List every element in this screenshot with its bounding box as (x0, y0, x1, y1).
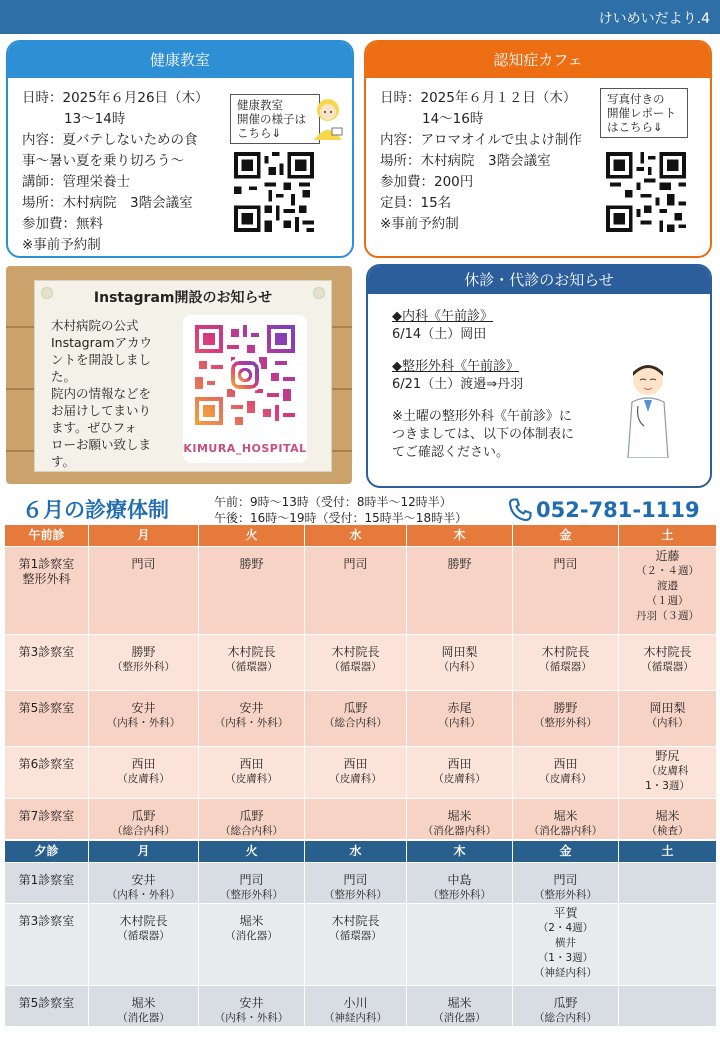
schedule-cell: 安井 （内科・外科） (199, 691, 305, 747)
phone-number[interactable]: 052-781-1119 (536, 498, 700, 522)
day-header: 火 (199, 841, 305, 863)
schedule-cell (305, 799, 407, 840)
instagram-body: 木村病院の公式 Instagramアカウ ントを開設しまし た。 院内の情報などを お届けしてまいり ます。ぜひフォ ローお願い致しま す。 (51, 318, 152, 469)
schedule-cell: 瓜野 （総合内科） (89, 799, 199, 840)
doctor-illustration-icon (620, 358, 676, 458)
schedule-cell: 小川 （神経内科） (305, 986, 407, 1027)
schedule-cell: 西田 （皮膚科） (305, 747, 407, 799)
schedule-cell: 堀米 （消化器） (407, 986, 513, 1027)
health-class-line: 場所：木村病院 3階会議室 (22, 195, 193, 211)
morning-schedule-table (4, 524, 717, 840)
day-header: 水 (305, 525, 407, 547)
closure-item-body: 6/21（土）渡邉⇒丹羽 (392, 377, 524, 392)
day-header: 土 (619, 525, 717, 547)
schedule-cell: 堀米 （消化器内科） (407, 799, 513, 840)
health-class-title: 健康教室 (8, 42, 352, 78)
schedule-cell: 西田 （皮膚科） (407, 747, 513, 799)
schedule-cell: 堀米 （消化器） (89, 986, 199, 1027)
health-class-qr-code[interactable] (234, 152, 314, 232)
health-class-line: 講師：管理栄養士 (22, 174, 130, 190)
schedule-cell: 堀米 （検査） (619, 799, 717, 840)
schedule-cell: 木村院長 （循環器） (89, 904, 199, 986)
schedule-cell: 木村院長 （循環器） (305, 904, 407, 986)
closure-item-head: ◆整形外科《午前診》 (392, 359, 519, 374)
schedule-cell: 門司 (89, 547, 199, 635)
schedule-cell: 門司 (305, 547, 407, 635)
cafe-line: 参加費：200円 (380, 174, 474, 190)
health-class-line: 事～暑い夏を乗り切ろう～ (22, 153, 184, 169)
day-header: 木 (407, 525, 513, 547)
cafe-line: 日時：2025年６月１２日（木） (380, 90, 577, 106)
table-row (5, 747, 717, 799)
schedule-cell: 平賀 （2・4週） 横井 （1・3週） （神経内科） (513, 904, 619, 986)
room-label: 第1診察室 (5, 863, 89, 904)
room-label: 第3診察室 (5, 635, 89, 691)
cafe-line: 内容：アロマオイルで虫よけ制作 (380, 132, 582, 148)
schedule-cell: 勝野 （整形外科） (89, 635, 199, 691)
health-class-card (6, 40, 354, 258)
table-row (5, 799, 717, 840)
header-bar (0, 0, 720, 34)
room-label: 第5診察室 (5, 986, 89, 1027)
closure-footnote: ※土曜の整形外科《午前診》に つきましては、以下の体制表に てご確認ください。 (392, 409, 575, 460)
cafe-line: 定員：15名 (380, 195, 452, 211)
table-row (5, 635, 717, 691)
instagram-qr-code[interactable] (195, 325, 295, 425)
session-label: 午前診 (5, 525, 89, 547)
table-row (5, 863, 717, 904)
schedule-cell: 瓜野 （総合内科） (305, 691, 407, 747)
cafe-line: 場所：木村病院 3階会議室 (380, 153, 551, 169)
schedule-cell: 木村院長 （循環器） (513, 635, 619, 691)
table-row (5, 986, 717, 1027)
page-label: けいめいだより.4 (598, 11, 710, 27)
table-row (5, 691, 717, 747)
table-header-row (5, 841, 717, 863)
schedule-cell: 木村院長 （循環器） (619, 635, 717, 691)
schedule-cell: 西田 （皮膚科） (513, 747, 619, 799)
schedule-title: ６月の診療体制 (22, 498, 169, 522)
day-header: 土 (619, 841, 717, 863)
table-row (5, 547, 717, 635)
instagram-title: Instagram開設のお知らせ (93, 290, 273, 306)
closure-item-head: ◆内科《午前診》 (392, 309, 493, 324)
health-class-line: 内容：夏バテしないための食 (22, 132, 198, 148)
session-label: 夕診 (5, 841, 89, 863)
schedule-cell: 木村院長 （循環器） (305, 635, 407, 691)
health-class-line: 参加費：無料 (22, 216, 103, 232)
instagram-notice-paper (34, 280, 332, 472)
schedule-cell: 安井 （内科・外科） (89, 691, 199, 747)
evening-schedule-table (4, 840, 717, 1027)
schedule-cell: 岡田梨 （内科） (619, 691, 717, 747)
schedule-cell: 瓜野 （総合内科） (199, 799, 305, 840)
day-header: 金 (513, 841, 619, 863)
schedule-cell (619, 863, 717, 904)
day-header: 木 (407, 841, 513, 863)
schedule-cell: 岡田梨 （内科） (407, 635, 513, 691)
health-class-line: ※事前予約制 (22, 237, 101, 253)
office-hours: 午前：9時～13時（受付：8時半～12時半） 午後：16時～19時（受付：15時半～18時半） (214, 495, 468, 525)
room-label: 第1診察室 整形外科 (5, 547, 89, 635)
schedule-cell: 西田 （皮膚科） (199, 747, 305, 799)
dementia-cafe-note: 写真付きの 開催レポート はこちら⇓ (600, 88, 688, 138)
schedule-cell: 勝野 (407, 547, 513, 635)
schedule-cell: 安井 （内科・外科） (89, 863, 199, 904)
schedule-cell: 安井 （内科・外科） (199, 986, 305, 1027)
room-label: 第6診察室 (5, 747, 89, 799)
cafe-line: ※事前予約制 (380, 216, 459, 232)
schedule-cell (407, 904, 513, 986)
schedule-cell: 赤尾 （内科） (407, 691, 513, 747)
schedule-cell: 門司 （整形外科） (513, 863, 619, 904)
schedule-cell: 門司 (513, 547, 619, 635)
room-label: 第7診察室 (5, 799, 89, 840)
schedule-cell: 堀米 （消化器内科） (513, 799, 619, 840)
room-label: 第3診察室 (5, 904, 89, 986)
woman-illustration-icon (308, 94, 348, 140)
day-header: 月 (89, 525, 199, 547)
schedule-cell: 勝野 (199, 547, 305, 635)
schedule-cell: 瓜野 （総合内科） (513, 986, 619, 1027)
day-header: 火 (199, 525, 305, 547)
closure-notice-title: 休診・代診のお知らせ (368, 266, 710, 294)
instagram-handle: KIMURA_HOSPITAL (183, 442, 307, 455)
schedule-cell (619, 904, 717, 986)
schedule-cell: 勝野 （整形外科） (513, 691, 619, 747)
instagram-qr-card[interactable] (183, 315, 307, 463)
closure-notice-card (366, 264, 712, 488)
health-class-line: 日時：2025年６月26日（木） (22, 90, 209, 106)
closure-item-body: 6/14（土）岡田 (392, 327, 487, 342)
dementia-cafe-card (364, 40, 712, 258)
table-header-row (5, 525, 717, 547)
dementia-cafe-title: 認知症カフェ (366, 42, 710, 78)
schedule-cell: 野尻 （皮膚科 1・3週） (619, 747, 717, 799)
schedule-cell: 西田 （皮膚科） (89, 747, 199, 799)
day-header: 水 (305, 841, 407, 863)
day-header: 金 (513, 525, 619, 547)
dementia-cafe-qr-code[interactable] (606, 152, 686, 232)
schedule-cell: 門司 （整形外科） (305, 863, 407, 904)
health-class-note: 健康教室 開催の様子は こちら⇓ (230, 94, 320, 144)
schedule-cell (619, 986, 717, 1027)
schedule-cell: 近藤 （２・４週） 渡邉 （１週） 丹羽（３週） (619, 547, 717, 635)
table-row (5, 904, 717, 986)
room-label: 第5診察室 (5, 691, 89, 747)
health-class-line: 13～14時 (64, 111, 126, 127)
schedule-cell: 堀米 （消化器） (199, 904, 305, 986)
schedule-cell: 木村院長 （循環器） (199, 635, 305, 691)
day-header: 月 (89, 841, 199, 863)
phone-icon (506, 496, 534, 524)
schedule-cell: 門司 （整形外科） (199, 863, 305, 904)
schedule-cell: 中島 （整形外科） (407, 863, 513, 904)
cafe-line: 14～16時 (422, 111, 484, 127)
instagram-announcement-board (6, 266, 352, 484)
